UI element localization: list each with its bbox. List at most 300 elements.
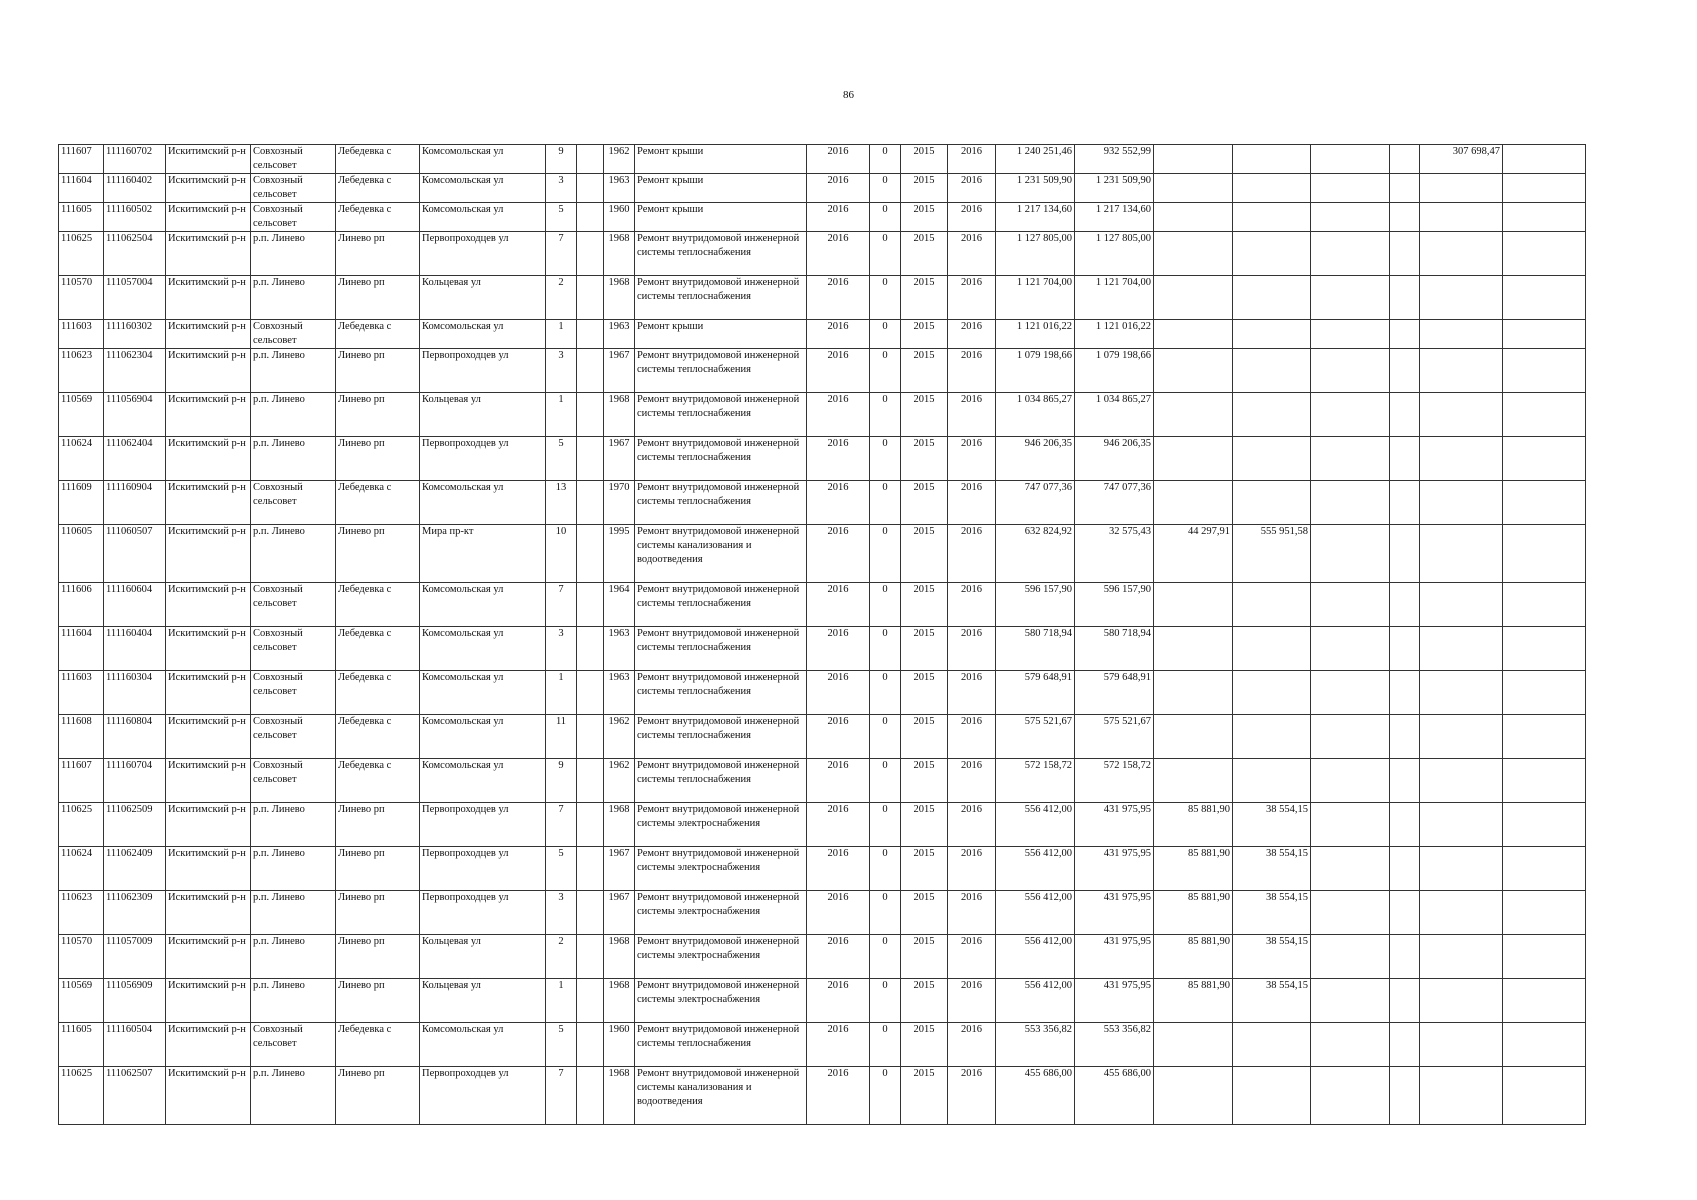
house-code-cell: 110624 — [59, 437, 104, 481]
building-cell — [577, 232, 604, 276]
street-cell: Первопроходцев ул — [420, 891, 546, 935]
municipality-cell: р.п. Линево — [251, 525, 336, 583]
cost-part-1-cell: 431 975,95 — [1075, 935, 1154, 979]
house-number-cell: 5 — [546, 1023, 577, 1067]
flag-cell: 0 — [870, 979, 901, 1023]
period-end-cell: 2016 — [948, 525, 996, 583]
table-row — [59, 320, 1586, 349]
table-row — [59, 1067, 1586, 1125]
house-number-cell: 13 — [546, 481, 577, 525]
build-year-cell: 1963 — [604, 174, 635, 203]
cost-part-5-cell — [1390, 349, 1420, 393]
house-number-cell: 7 — [546, 583, 577, 627]
period-start-cell: 2015 — [901, 174, 948, 203]
building-cell — [577, 145, 604, 174]
house-number-cell: 2 — [546, 276, 577, 320]
house-code-cell: 110569 — [59, 979, 104, 1023]
cost-part-2-cell — [1154, 232, 1233, 276]
cost-part-6-cell — [1420, 276, 1503, 320]
cost-part-6-cell — [1420, 671, 1503, 715]
plan-year-cell: 2016 — [807, 627, 870, 671]
house-number-cell: 1 — [546, 979, 577, 1023]
cost-part-5-cell — [1390, 759, 1420, 803]
cost-part-2-cell: 44 297,91 — [1154, 525, 1233, 583]
flag-cell: 0 — [870, 203, 901, 232]
flag-cell: 0 — [870, 320, 901, 349]
cost-part-5-cell — [1390, 979, 1420, 1023]
total-cost-cell: 556 412,00 — [996, 847, 1075, 891]
cost-part-7-cell — [1503, 525, 1586, 583]
table-row — [59, 583, 1586, 627]
cost-part-1-cell: 572 158,72 — [1075, 759, 1154, 803]
building-cell — [577, 203, 604, 232]
period-end-cell: 2016 — [948, 759, 996, 803]
cost-part-7-cell — [1503, 145, 1586, 174]
building-cell — [577, 1067, 604, 1125]
object-code-cell: 111057009 — [104, 935, 166, 979]
object-code-cell: 111062309 — [104, 891, 166, 935]
build-year-cell: 1967 — [604, 891, 635, 935]
street-cell: Комсомольская ул — [420, 671, 546, 715]
cost-part-7-cell — [1503, 174, 1586, 203]
house-number-cell: 7 — [546, 1067, 577, 1125]
cost-part-3-cell — [1233, 393, 1311, 437]
street-cell: Комсомольская ул — [420, 627, 546, 671]
object-code-cell: 111160502 — [104, 203, 166, 232]
district-cell: Искитимский р-н — [166, 203, 251, 232]
period-start-cell: 2015 — [901, 276, 948, 320]
house-code-cell: 110625 — [59, 232, 104, 276]
object-code-cell: 111160704 — [104, 759, 166, 803]
period-end-cell: 2016 — [948, 145, 996, 174]
cost-part-3-cell — [1233, 174, 1311, 203]
object-code-cell: 111160302 — [104, 320, 166, 349]
settlement-cell: Линево рп — [336, 393, 420, 437]
cost-part-7-cell — [1503, 320, 1586, 349]
cost-part-6-cell — [1420, 393, 1503, 437]
cost-part-2-cell: 85 881,90 — [1154, 803, 1233, 847]
municipality-cell: р.п. Линево — [251, 935, 336, 979]
settlement-cell: Лебедевка с — [336, 583, 420, 627]
build-year-cell: 1960 — [604, 203, 635, 232]
cost-part-3-cell — [1233, 232, 1311, 276]
period-start-cell: 2015 — [901, 393, 948, 437]
flag-cell: 0 — [870, 583, 901, 627]
cost-part-7-cell — [1503, 847, 1586, 891]
period-end-cell: 2016 — [948, 1023, 996, 1067]
municipality-cell: Совхозный сельсовет — [251, 145, 336, 174]
total-cost-cell: 1 121 704,00 — [996, 276, 1075, 320]
period-start-cell: 2015 — [901, 481, 948, 525]
build-year-cell: 1967 — [604, 847, 635, 891]
street-cell: Комсомольская ул — [420, 715, 546, 759]
municipality-cell: р.п. Линево — [251, 979, 336, 1023]
work-type-cell: Ремонт внутридомовой инженерной системы теплоснабжения — [635, 349, 807, 393]
building-cell — [577, 583, 604, 627]
street-cell: Первопроходцев ул — [420, 232, 546, 276]
flag-cell: 0 — [870, 935, 901, 979]
plan-year-cell: 2016 — [807, 1067, 870, 1125]
period-end-cell: 2016 — [948, 715, 996, 759]
plan-year-cell: 2016 — [807, 891, 870, 935]
object-code-cell: 111160504 — [104, 1023, 166, 1067]
house-code-cell: 111605 — [59, 1023, 104, 1067]
cost-part-2-cell: 85 881,90 — [1154, 847, 1233, 891]
plan-year-cell: 2016 — [807, 935, 870, 979]
district-cell: Искитимский р-н — [166, 232, 251, 276]
settlement-cell: Лебедевка с — [336, 203, 420, 232]
cost-part-2-cell — [1154, 715, 1233, 759]
cost-part-6-cell — [1420, 935, 1503, 979]
build-year-cell: 1968 — [604, 276, 635, 320]
municipality-cell: р.п. Линево — [251, 803, 336, 847]
building-cell — [577, 437, 604, 481]
total-cost-cell: 1 240 251,46 — [996, 145, 1075, 174]
house-code-cell: 110623 — [59, 349, 104, 393]
build-year-cell: 1967 — [604, 349, 635, 393]
table-body — [59, 145, 1586, 1125]
cost-part-3-cell — [1233, 1023, 1311, 1067]
work-type-cell: Ремонт внутридомовой инженерной системы электроснабжения — [635, 891, 807, 935]
building-cell — [577, 715, 604, 759]
repair-program-table — [58, 144, 1586, 1125]
cost-part-1-cell: 1 121 016,22 — [1075, 320, 1154, 349]
build-year-cell: 1967 — [604, 437, 635, 481]
district-cell: Искитимский р-н — [166, 481, 251, 525]
cost-part-7-cell — [1503, 1023, 1586, 1067]
district-cell: Искитимский р-н — [166, 803, 251, 847]
plan-year-cell: 2016 — [807, 1023, 870, 1067]
district-cell: Искитимский р-н — [166, 583, 251, 627]
district-cell: Искитимский р-н — [166, 1023, 251, 1067]
district-cell: Искитимский р-н — [166, 276, 251, 320]
house-number-cell: 1 — [546, 671, 577, 715]
total-cost-cell: 632 824,92 — [996, 525, 1075, 583]
cost-part-2-cell — [1154, 349, 1233, 393]
build-year-cell: 1968 — [604, 393, 635, 437]
street-cell: Первопроходцев ул — [420, 1067, 546, 1125]
cost-part-6-cell — [1420, 803, 1503, 847]
cost-part-4-cell — [1311, 320, 1390, 349]
cost-part-4-cell — [1311, 1023, 1390, 1067]
period-start-cell: 2015 — [901, 671, 948, 715]
cost-part-6-cell — [1420, 349, 1503, 393]
cost-part-3-cell — [1233, 276, 1311, 320]
plan-year-cell: 2016 — [807, 145, 870, 174]
period-end-cell: 2016 — [948, 935, 996, 979]
house-number-cell: 11 — [546, 715, 577, 759]
municipality-cell: р.п. Линево — [251, 437, 336, 481]
cost-part-7-cell — [1503, 979, 1586, 1023]
cost-part-2-cell — [1154, 320, 1233, 349]
object-code-cell: 111056904 — [104, 393, 166, 437]
cost-part-5-cell — [1390, 393, 1420, 437]
period-start-cell: 2015 — [901, 627, 948, 671]
municipality-cell: Совхозный сельсовет — [251, 320, 336, 349]
period-start-cell: 2015 — [901, 979, 948, 1023]
cost-part-7-cell — [1503, 481, 1586, 525]
cost-part-3-cell — [1233, 145, 1311, 174]
cost-part-1-cell: 431 975,95 — [1075, 891, 1154, 935]
cost-part-7-cell — [1503, 715, 1586, 759]
table-row — [59, 803, 1586, 847]
cost-part-4-cell — [1311, 803, 1390, 847]
build-year-cell: 1963 — [604, 671, 635, 715]
district-cell: Искитимский р-н — [166, 891, 251, 935]
cost-part-5-cell — [1390, 891, 1420, 935]
cost-part-2-cell — [1154, 276, 1233, 320]
cost-part-1-cell: 431 975,95 — [1075, 847, 1154, 891]
cost-part-4-cell — [1311, 349, 1390, 393]
object-code-cell: 111160804 — [104, 715, 166, 759]
cost-part-2-cell — [1154, 627, 1233, 671]
plan-year-cell: 2016 — [807, 393, 870, 437]
street-cell: Первопроходцев ул — [420, 847, 546, 891]
work-type-cell: Ремонт внутридомовой инженерной системы электроснабжения — [635, 803, 807, 847]
street-cell: Комсомольская ул — [420, 203, 546, 232]
building-cell — [577, 935, 604, 979]
house-code-cell: 111609 — [59, 481, 104, 525]
period-start-cell: 2015 — [901, 203, 948, 232]
cost-part-6-cell — [1420, 891, 1503, 935]
work-type-cell: Ремонт внутридомовой инженерной системы теплоснабжения — [635, 481, 807, 525]
cost-part-3-cell — [1233, 349, 1311, 393]
house-code-cell: 110625 — [59, 1067, 104, 1125]
object-code-cell: 111160604 — [104, 583, 166, 627]
cost-part-6-cell — [1420, 715, 1503, 759]
work-type-cell: Ремонт крыши — [635, 145, 807, 174]
street-cell: Комсомольская ул — [420, 1023, 546, 1067]
house-code-cell: 110624 — [59, 847, 104, 891]
cost-part-3-cell — [1233, 203, 1311, 232]
period-start-cell: 2015 — [901, 320, 948, 349]
municipality-cell: р.п. Линево — [251, 393, 336, 437]
cost-part-7-cell — [1503, 803, 1586, 847]
municipality-cell: р.п. Линево — [251, 276, 336, 320]
work-type-cell: Ремонт крыши — [635, 174, 807, 203]
table-row — [59, 145, 1586, 174]
flag-cell: 0 — [870, 759, 901, 803]
table-row — [59, 627, 1586, 671]
house-code-cell: 111607 — [59, 145, 104, 174]
district-cell: Искитимский р-н — [166, 1067, 251, 1125]
house-number-cell: 10 — [546, 525, 577, 583]
cost-part-6-cell — [1420, 525, 1503, 583]
building-cell — [577, 276, 604, 320]
house-number-cell: 5 — [546, 847, 577, 891]
cost-part-3-cell — [1233, 583, 1311, 627]
period-start-cell: 2015 — [901, 1023, 948, 1067]
period-end-cell: 2016 — [948, 276, 996, 320]
build-year-cell: 1968 — [604, 935, 635, 979]
work-type-cell: Ремонт внутридомовой инженерной системы канализования и водоотведения — [635, 525, 807, 583]
settlement-cell: Лебедевка с — [336, 715, 420, 759]
plan-year-cell: 2016 — [807, 481, 870, 525]
period-end-cell: 2016 — [948, 979, 996, 1023]
house-code-cell: 110570 — [59, 276, 104, 320]
cost-part-1-cell: 431 975,95 — [1075, 803, 1154, 847]
building-cell — [577, 1023, 604, 1067]
table-row — [59, 847, 1586, 891]
house-code-cell: 111608 — [59, 715, 104, 759]
settlement-cell: Лебедевка с — [336, 174, 420, 203]
period-start-cell: 2015 — [901, 803, 948, 847]
total-cost-cell: 747 077,36 — [996, 481, 1075, 525]
building-cell — [577, 759, 604, 803]
cost-part-4-cell — [1311, 1067, 1390, 1125]
period-end-cell: 2016 — [948, 847, 996, 891]
cost-part-2-cell: 85 881,90 — [1154, 935, 1233, 979]
street-cell: Комсомольская ул — [420, 320, 546, 349]
street-cell: Первопроходцев ул — [420, 437, 546, 481]
cost-part-1-cell: 1 079 198,66 — [1075, 349, 1154, 393]
build-year-cell: 1995 — [604, 525, 635, 583]
cost-part-1-cell: 455 686,00 — [1075, 1067, 1154, 1125]
object-code-cell: 111062507 — [104, 1067, 166, 1125]
work-type-cell: Ремонт внутридомовой инженерной системы теплоснабжения — [635, 437, 807, 481]
cost-part-6-cell — [1420, 979, 1503, 1023]
street-cell: Комсомольская ул — [420, 145, 546, 174]
cost-part-3-cell: 555 951,58 — [1233, 525, 1311, 583]
cost-part-5-cell — [1390, 627, 1420, 671]
house-code-cell: 110569 — [59, 393, 104, 437]
cost-part-2-cell — [1154, 174, 1233, 203]
house-code-cell: 110570 — [59, 935, 104, 979]
object-code-cell: 111160702 — [104, 145, 166, 174]
cost-part-3-cell — [1233, 759, 1311, 803]
cost-part-3-cell — [1233, 715, 1311, 759]
work-type-cell: Ремонт внутридомовой инженерной системы электроснабжения — [635, 935, 807, 979]
municipality-cell: Совхозный сельсовет — [251, 1023, 336, 1067]
street-cell: Первопроходцев ул — [420, 349, 546, 393]
work-type-cell: Ремонт внутридомовой инженерной системы теплоснабжения — [635, 759, 807, 803]
municipality-cell: Совхозный сельсовет — [251, 583, 336, 627]
cost-part-4-cell — [1311, 583, 1390, 627]
flag-cell: 0 — [870, 803, 901, 847]
build-year-cell: 1963 — [604, 320, 635, 349]
work-type-cell: Ремонт крыши — [635, 203, 807, 232]
object-code-cell: 111060507 — [104, 525, 166, 583]
house-number-cell: 1 — [546, 393, 577, 437]
object-code-cell: 111062304 — [104, 349, 166, 393]
plan-year-cell: 2016 — [807, 803, 870, 847]
work-type-cell: Ремонт внутридомовой инженерной системы теплоснабжения — [635, 715, 807, 759]
period-end-cell: 2016 — [948, 203, 996, 232]
period-start-cell: 2015 — [901, 759, 948, 803]
cost-part-7-cell — [1503, 1067, 1586, 1125]
period-start-cell: 2015 — [901, 715, 948, 759]
district-cell: Искитимский р-н — [166, 393, 251, 437]
plan-year-cell: 2016 — [807, 203, 870, 232]
plan-year-cell: 2016 — [807, 715, 870, 759]
period-start-cell: 2015 — [901, 437, 948, 481]
municipality-cell: р.п. Линево — [251, 847, 336, 891]
object-code-cell: 111160402 — [104, 174, 166, 203]
table-row — [59, 393, 1586, 437]
cost-part-6-cell — [1420, 847, 1503, 891]
plan-year-cell: 2016 — [807, 320, 870, 349]
cost-part-1-cell: 32 575,43 — [1075, 525, 1154, 583]
cost-part-4-cell — [1311, 627, 1390, 671]
building-cell — [577, 803, 604, 847]
build-year-cell: 1968 — [604, 979, 635, 1023]
total-cost-cell: 572 158,72 — [996, 759, 1075, 803]
cost-part-4-cell — [1311, 232, 1390, 276]
house-number-cell: 2 — [546, 935, 577, 979]
cost-part-2-cell — [1154, 203, 1233, 232]
cost-part-2-cell — [1154, 759, 1233, 803]
house-number-cell: 5 — [546, 437, 577, 481]
cost-part-2-cell — [1154, 145, 1233, 174]
flag-cell: 0 — [870, 437, 901, 481]
flag-cell: 0 — [870, 847, 901, 891]
cost-part-3-cell: 38 554,15 — [1233, 935, 1311, 979]
period-end-cell: 2016 — [948, 393, 996, 437]
cost-part-2-cell — [1154, 481, 1233, 525]
municipality-cell: Совхозный сельсовет — [251, 759, 336, 803]
period-start-cell: 2015 — [901, 935, 948, 979]
settlement-cell: Линево рп — [336, 803, 420, 847]
build-year-cell: 1960 — [604, 1023, 635, 1067]
cost-part-1-cell: 1 034 865,27 — [1075, 393, 1154, 437]
work-type-cell: Ремонт внутридомовой инженерной системы теплоснабжения — [635, 671, 807, 715]
plan-year-cell: 2016 — [807, 525, 870, 583]
build-year-cell: 1964 — [604, 583, 635, 627]
build-year-cell: 1962 — [604, 715, 635, 759]
house-code-cell: 110605 — [59, 525, 104, 583]
cost-part-5-cell — [1390, 935, 1420, 979]
house-code-cell: 111606 — [59, 583, 104, 627]
cost-part-4-cell — [1311, 847, 1390, 891]
period-start-cell: 2015 — [901, 145, 948, 174]
object-code-cell: 111160404 — [104, 627, 166, 671]
plan-year-cell: 2016 — [807, 437, 870, 481]
period-end-cell: 2016 — [948, 320, 996, 349]
district-cell: Искитимский р-н — [166, 145, 251, 174]
cost-part-5-cell — [1390, 145, 1420, 174]
cost-part-2-cell: 85 881,90 — [1154, 979, 1233, 1023]
cost-part-1-cell: 1 231 509,90 — [1075, 174, 1154, 203]
building-cell — [577, 174, 604, 203]
municipality-cell: Совхозный сельсовет — [251, 715, 336, 759]
cost-part-3-cell — [1233, 481, 1311, 525]
total-cost-cell: 596 157,90 — [996, 583, 1075, 627]
total-cost-cell: 575 521,67 — [996, 715, 1075, 759]
flag-cell: 0 — [870, 174, 901, 203]
building-cell — [577, 891, 604, 935]
cost-part-2-cell: 85 881,90 — [1154, 891, 1233, 935]
house-number-cell: 5 — [546, 203, 577, 232]
cost-part-4-cell — [1311, 437, 1390, 481]
cost-part-5-cell — [1390, 525, 1420, 583]
work-type-cell: Ремонт внутридомовой инженерной системы теплоснабжения — [635, 583, 807, 627]
settlement-cell: Лебедевка с — [336, 1023, 420, 1067]
table-row — [59, 891, 1586, 935]
street-cell: Кольцевая ул — [420, 393, 546, 437]
total-cost-cell: 946 206,35 — [996, 437, 1075, 481]
cost-part-3-cell — [1233, 437, 1311, 481]
street-cell: Первопроходцев ул — [420, 803, 546, 847]
cost-part-1-cell: 575 521,67 — [1075, 715, 1154, 759]
cost-part-7-cell — [1503, 276, 1586, 320]
cost-part-7-cell — [1503, 627, 1586, 671]
cost-part-1-cell: 1 121 704,00 — [1075, 276, 1154, 320]
cost-part-5-cell — [1390, 232, 1420, 276]
table-row — [59, 525, 1586, 583]
cost-part-6-cell — [1420, 232, 1503, 276]
build-year-cell: 1962 — [604, 145, 635, 174]
cost-part-6-cell — [1420, 320, 1503, 349]
